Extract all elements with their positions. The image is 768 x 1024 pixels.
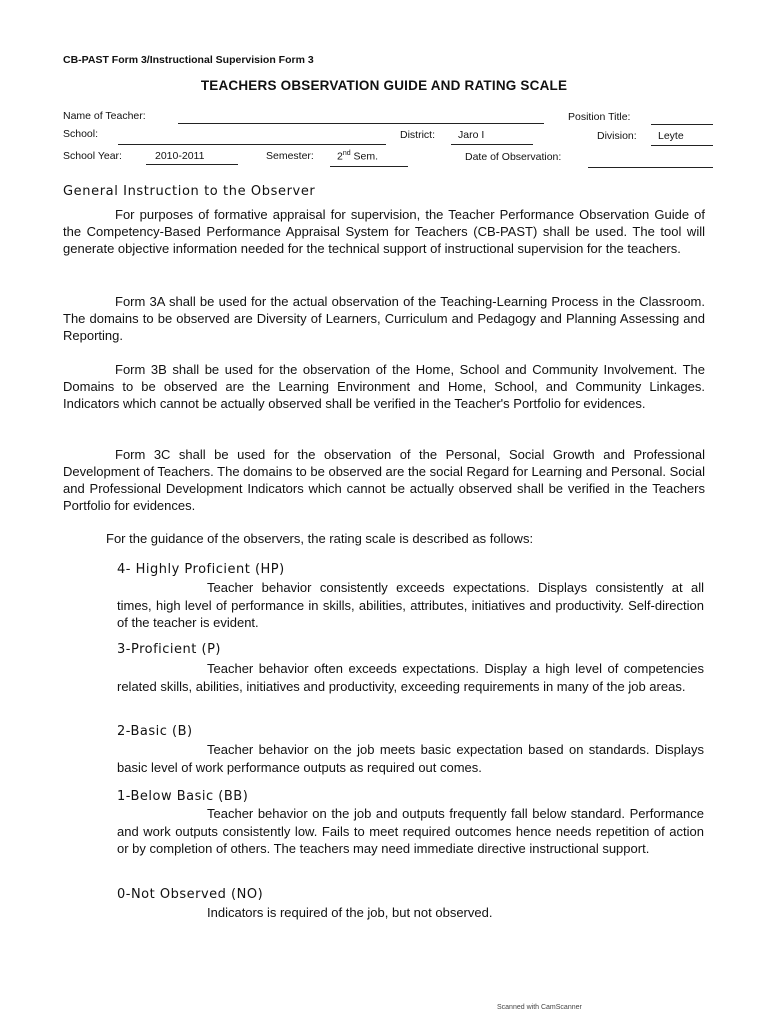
school-year-value: 2010-2011 xyxy=(155,150,205,162)
scale-heading-no: 0-Not Observed (NO) xyxy=(117,887,264,902)
scale-heading-p: 3-Proficient (P) xyxy=(117,642,221,657)
school-line xyxy=(118,144,386,145)
semester-line xyxy=(330,166,408,167)
district-line xyxy=(451,144,533,145)
teacher-name-label: Name of Teacher: xyxy=(63,110,146,122)
position-title-line xyxy=(651,124,713,125)
teacher-name-line xyxy=(178,123,544,124)
scale-desc-b: Teacher behavior on the job meets basic expectation based on standards. Displays basic level of work performance outputs as required out comes. xyxy=(117,742,704,775)
scale-desc-no: Indicators is required of the job, but not observed. xyxy=(207,905,493,920)
date-observation-label: Date of Observation: xyxy=(465,151,562,163)
form-id: CB-PAST Form 3/Instructional Supervision Form 3 xyxy=(63,54,314,66)
form-3b-paragraph: Form 3B shall be used for the observation of the Home, School and Community Involvement. The Domains to be observed are the Learning Environment and Home, School, and Community Linkages. Indicators which cannot be actually observed shall be verified in the Teacher's Portfolio for evidences. xyxy=(63,362,705,411)
school-label: School: xyxy=(63,128,99,140)
document-title: TEACHERS OBSERVATION GUIDE AND RATING SCALE xyxy=(200,78,568,93)
scale-heading-hp: 4- Highly Proficient (HP) xyxy=(117,562,285,577)
district-label: District: xyxy=(400,129,435,141)
scale-desc-p: Teacher behavior often exceeds expectations. Display a high level of competencies related skills, abilities, initiatives and productivity, exceeding requirements in many of the job areas. xyxy=(117,661,704,694)
instruction-paragraph: For purposes of formative appraisal for supervision, the Teacher Performance Observation Guide of the Competency-Based Performance Appraisal System for Teachers (CB-PAST) shall be used. The tool will generate objective information needed for the technical support of instructional supervision for the teachers. xyxy=(63,207,705,256)
scanned-watermark: Scanned with CamScanner xyxy=(497,1004,582,1011)
form-3a-paragraph: Form 3A shall be used for the actual observation of the Teaching-Learning Process in the Classroom. The domains to be observed are Diversity of Learners, Curriculum and Pedagogy and Planning Assessing and Reporting. xyxy=(63,294,705,343)
scale-heading-b: 2-Basic (B) xyxy=(117,724,193,739)
form-3c-paragraph: Form 3C shall be used for the observation of the Personal, Social Growth and Professional Development of Teachers. The domains to be observed are the social Regard for Learning and Personal. Social and Professional Development Indicators which cannot be actually observed shall be verified in the Teachers Portfolio for evidences. xyxy=(63,447,705,513)
scale-heading-bb: 1-Below Basic (BB) xyxy=(117,789,249,804)
scale-desc-hp: Teacher behavior consistently exceeds expectations. Displays consistently at all times, high level of performance in skills, abilities, attributes, initiatives and productivity. Self-direction of the teacher is evident. xyxy=(117,580,704,630)
district-value: Jaro I xyxy=(458,129,485,141)
division-label: Division: xyxy=(597,130,637,142)
division-value: Leyte xyxy=(658,130,684,142)
date-observation-line xyxy=(588,167,713,168)
position-title-label: Position Title: xyxy=(568,111,631,123)
scale-desc-bb: Teacher behavior on the job and outputs frequently fall below standard. Performance and work outputs consistently low. Fails to meet required outcomes hence needs repetition of action or by completion of others. The teachers may need immediate directive instructional support. xyxy=(117,806,704,856)
instruction-heading: General Instruction to the Observer xyxy=(63,184,316,199)
school-year-label: School Year: xyxy=(63,150,122,162)
division-line xyxy=(651,145,713,146)
semester-label: Semester: xyxy=(266,150,314,162)
semester-value: 2nd Sem. xyxy=(337,150,379,163)
guidance-text: For the guidance of the observers, the rating scale is described as follows: xyxy=(106,531,534,546)
school-year-line xyxy=(146,164,238,165)
